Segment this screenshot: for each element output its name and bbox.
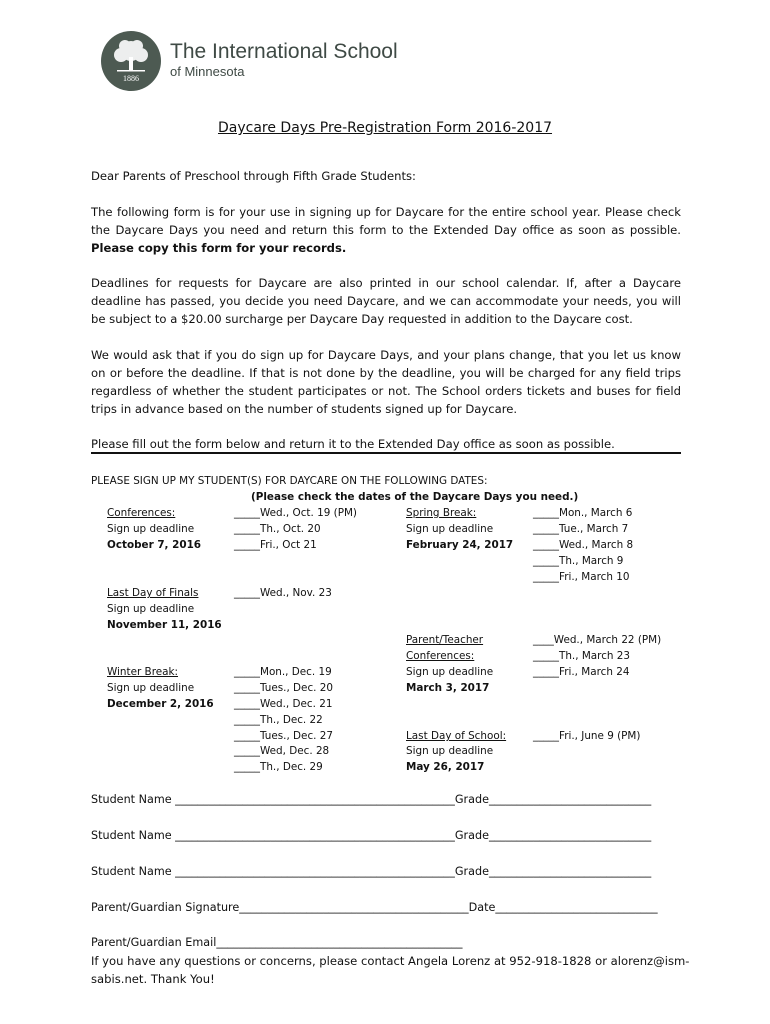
- date-option[interactable]: _____Th., Dec. 22: [234, 714, 323, 726]
- date-option[interactable]: _____Tues., Dec. 27: [234, 730, 333, 742]
- paragraph-1-text: The following form is for your use in signing up for Daycare for the entire school year. Please check the Daycare Days you need and return this form to the Extended Day office as soon as possible.: [91, 205, 681, 237]
- paragraph-2: Deadlines for requests for Daycare are also printed in our school calendar. If, after a Daycare deadline has passed, you decide you need Daycare, and we can accommodate your needs, you will be subject to a $20.00 surcharge per Daycare Day requested in addition to the Daycare cost.: [91, 276, 681, 326]
- lastday-deadline: May 26, 2017: [406, 761, 485, 773]
- conferences-label: Conferences:: [107, 507, 176, 519]
- signup-heading: PLEASE SIGN UP MY STUDENT(S) FOR DAYCARE ON THE FOLLOWING DATES:: [91, 475, 488, 487]
- date-option[interactable]: _____Fri., March 24: [533, 666, 630, 678]
- ptc-deadline: March 3, 2017: [406, 682, 490, 694]
- winter-deadline-label: Sign up deadline: [107, 682, 195, 694]
- date-option[interactable]: _____Fri., June 9 (PM): [533, 730, 641, 742]
- student-name-field-2[interactable]: Student Name __________________________________________________Grade_____________________________: [91, 829, 652, 842]
- divider: [91, 452, 681, 454]
- date-option[interactable]: _____Th., Dec. 29: [234, 761, 323, 773]
- signup-subheading: (Please check the dates of the Daycare Days you need.): [251, 491, 579, 503]
- date-option[interactable]: ____Wed., March 22 (PM): [533, 634, 662, 646]
- date-option[interactable]: _____Th., March 23: [533, 650, 631, 662]
- footer-line-2: sabis.net. Thank You!: [91, 972, 215, 986]
- paragraph-4: Please fill out the form below and return it to the Extended Day office as soon as possible.: [91, 437, 615, 451]
- winter-deadline: December 2, 2016: [107, 698, 214, 710]
- student-name-field-3[interactable]: Student Name __________________________________________________Grade_____________________________: [91, 865, 652, 878]
- ptc-deadline-label: Sign up deadline: [406, 666, 494, 678]
- school-logo: [101, 31, 161, 91]
- school-name: The International School: [170, 40, 398, 63]
- date-option[interactable]: _____Wed., March 8: [533, 539, 634, 551]
- date-option[interactable]: _____Tue., March 7: [533, 523, 629, 535]
- date-option[interactable]: _____Wed., Dec. 21: [234, 698, 333, 710]
- spring-deadline: February 24, 2017: [406, 539, 514, 551]
- date-option[interactable]: _____Tues., Dec. 20: [234, 682, 333, 694]
- finals-deadline: November 11, 2016: [107, 619, 222, 631]
- spring-deadline-label: Sign up deadline: [406, 523, 494, 535]
- finals-label: Last Day of Finals: [107, 587, 199, 599]
- date-option[interactable]: _____Th., March 9: [533, 555, 624, 567]
- finals-deadline-label: Sign up deadline: [107, 603, 195, 615]
- conferences-deadline-label: Sign up deadline: [107, 523, 195, 535]
- conferences-deadline: October 7, 2016: [107, 539, 202, 551]
- school-subtitle: of Minnesota: [170, 64, 245, 79]
- paragraph-3: We would ask that if you do sign up for Daycare Days, and your plans change, that you let us know on or before the deadline. If that is not done by the deadline, you will be charged for any field trips regardless of whether the student participates or not. The School orders tickets and buses for field trips in advance based on the number of students signed up for Daycare.: [91, 348, 681, 416]
- winter-label: Winter Break:: [107, 666, 179, 678]
- date-option[interactable]: _____Wed., Nov. 23: [234, 587, 332, 599]
- date-option[interactable]: _____Th., Oct. 20: [234, 523, 321, 535]
- lastday-label: Last Day of School:: [406, 730, 507, 742]
- date-option[interactable]: _____Mon., Dec. 19: [234, 666, 332, 678]
- paragraph-1: [91, 203, 681, 257]
- signature-field[interactable]: Parent/Guardian Signature_________________________________________Date_____________________________: [91, 901, 658, 914]
- paragraph-1-bold: Please copy this form for your records.: [91, 241, 347, 255]
- logo-year: 1886: [123, 74, 139, 83]
- lastday-deadline-label: Sign up deadline: [406, 745, 494, 757]
- email-field[interactable]: Parent/Guardian Email____________________________________________: [91, 936, 463, 949]
- ptc-label-1: Parent/Teacher: [406, 634, 484, 646]
- date-option[interactable]: _____Wed, Dec. 28: [234, 745, 330, 757]
- page-title: Daycare Days Pre-Registration Form 2016-2017: [217, 120, 553, 136]
- salutation: Dear Parents of Preschool through Fifth Grade Students:: [91, 169, 416, 183]
- footer-line-1: If you have any questions or concerns, please contact Angela Lorenz at 952-918-1828 or alorenz@ism-: [91, 954, 690, 968]
- spring-label: Spring Break:: [406, 507, 477, 519]
- date-option[interactable]: _____Mon., March 6: [533, 507, 633, 519]
- date-option[interactable]: _____Fri., Oct 21: [234, 539, 317, 551]
- ptc-label-2: Conferences:: [406, 650, 475, 662]
- date-option[interactable]: _____Fri., March 10: [533, 571, 630, 583]
- date-option[interactable]: _____Wed., Oct. 19 (PM): [234, 507, 357, 519]
- student-name-field-1[interactable]: Student Name __________________________________________________Grade_____________________________: [91, 793, 652, 806]
